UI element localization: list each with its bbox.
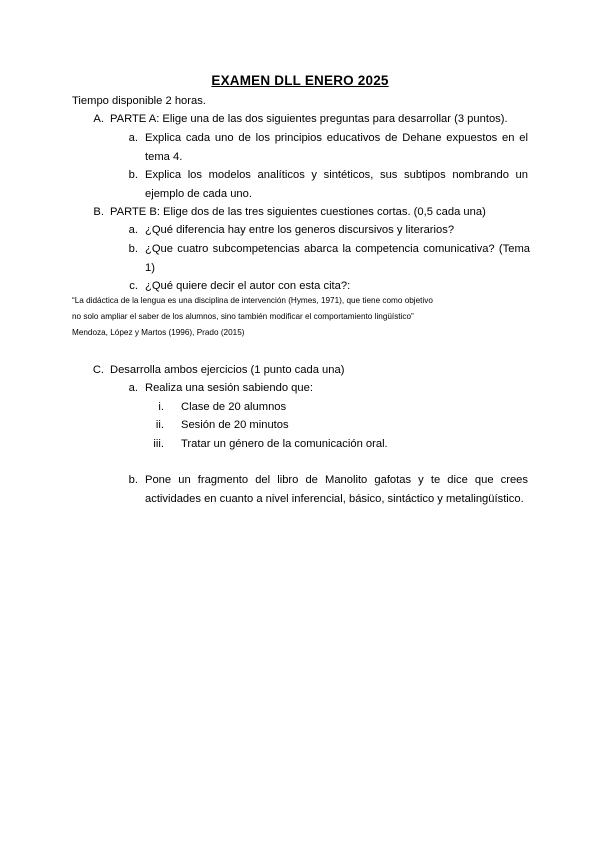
part-a-item-a-text: Explica cada uno de los principios educativos de Dehane expuestos en el tema 4.	[145, 132, 528, 163]
subitem-text: Sesión de 20 minutos	[181, 419, 289, 431]
exam-title: EXAMEN DLL ENERO 2025	[211, 73, 389, 88]
part-b-item-a-text: ¿Qué diferencia hay entre los generos discursivos y literarios?	[145, 224, 455, 236]
quote-line: no solo ampliar el saber de los alumnos, sino también modificar el comportamiento lingüístico”	[72, 312, 414, 321]
quote-line: “La didáctica de la lengua es una disciplina de intervención (Hymes, 1971), que tiene como objetivo	[72, 296, 433, 305]
quote-citation: Mendoza, López y Martos (1996), Prado (2015)	[72, 328, 245, 337]
part-c-item-a-label: a.	[128, 382, 138, 394]
part-b-item-b-label: b.	[128, 243, 138, 255]
part-c-item-b-label: b.	[128, 474, 138, 486]
part-b-heading: PARTE B: Elige dos de las tres siguientes cuestiones cortas. (0,5 cada una)	[110, 206, 486, 218]
intro-text: Tiempo disponible 2 horas.	[72, 95, 206, 107]
subitem-label: iii.	[153, 438, 164, 450]
part-a-item-b-text: Explica los modelos analíticos y sintéticos, sus subtipos nombrando un ejemplo de cada uno.	[145, 169, 528, 200]
part-c-item-b-text: Pone un fragmento del libro de Manolito gafotas y te dice que crees actividades en cuanto a nivel inferencial, básico, sintáctico y metalingüístico.	[145, 474, 528, 505]
part-a-heading: PARTE A: Elige una de las dos siguientes preguntas para desarrollar (3 puntos).	[110, 113, 508, 125]
part-b-item-a-label: a.	[128, 224, 138, 236]
part-a-item-a-label: a.	[128, 132, 138, 144]
part-b-item-b-text: ¿Que cuatro subcompetencias abarca la competencia comunicativa? (Tema 1)	[145, 243, 530, 274]
subitem-label: i.	[158, 401, 164, 413]
subitem-label: ii.	[155, 419, 164, 431]
subitem-text: Clase de 20 alumnos	[181, 401, 287, 413]
part-b-label: B.	[93, 206, 104, 218]
part-c-item-a-text: Realiza una sesión sabiendo que:	[145, 382, 313, 394]
part-a-label: A.	[93, 113, 104, 125]
part-a-item-b-label: b.	[128, 169, 138, 181]
part-b-item-c-text: ¿Qué quiere decir el autor con esta cita?:	[145, 280, 351, 292]
subitem-text: Tratar un género de la comunicación oral.	[181, 438, 388, 450]
part-b-item-c-label: c.	[129, 280, 138, 292]
part-c-heading: Desarrolla ambos ejercicios (1 punto cada una)	[110, 364, 345, 376]
part-c-label: C.	[92, 364, 104, 376]
